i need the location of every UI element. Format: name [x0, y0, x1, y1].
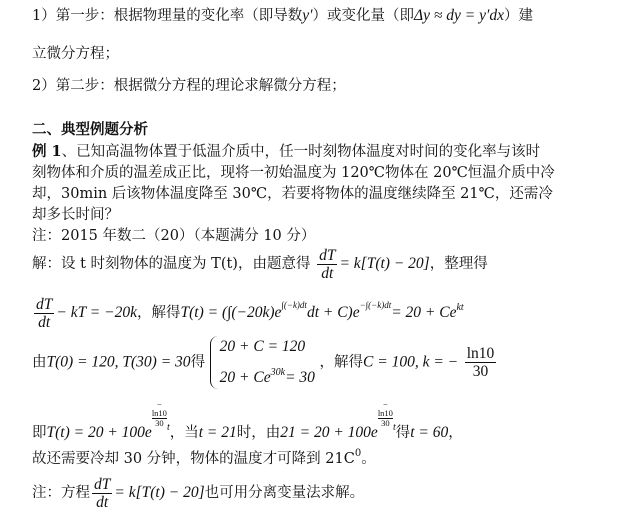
exp-variable: t	[166, 422, 170, 433]
solution-line-5	[32, 444, 376, 469]
dT-dt-fraction	[317, 247, 337, 282]
note-prefix: 注：方程	[32, 485, 90, 501]
fraction-numerator: dT	[319, 246, 336, 264]
get-text: 得	[190, 354, 206, 371]
step1-continuation: 立微分方程；	[32, 46, 119, 62]
fraction-denominator: dt	[38, 313, 51, 331]
example-line-1	[32, 142, 540, 162]
system-eq-2a: 20 + Ce	[219, 369, 271, 386]
final-equation: 21 = 20 + 100e	[280, 424, 378, 441]
system-exponent: 30k	[270, 367, 286, 378]
solution-part-c: = 20 + Ce	[391, 304, 457, 321]
example-line-2: 刻物体和介质的温差成正比，现将一初始温度为 120℃物体在 20℃恒温介质中冷	[32, 165, 555, 181]
fraction-numerator: dT	[94, 475, 111, 493]
general-solution	[180, 300, 464, 321]
exponent-fraction: − ln10 30	[151, 399, 167, 428]
example-text-1: 、已知高温物体置于低温介质中，任一时刻物体温度对时间的变化率与该时	[61, 144, 541, 160]
derivative-symbol: y′	[302, 7, 313, 24]
step1-text: 1）第一步：根据物理量的变化率（即导数	[32, 8, 303, 24]
note-equation: = k[T(t) − 20]	[114, 484, 205, 501]
comma: ，	[448, 425, 463, 441]
left-brace	[210, 336, 219, 389]
exp-variable-2: t	[392, 422, 396, 433]
exponent-2: −∫(−k)dt	[359, 300, 392, 310]
section-heading: 二、典型例题分析	[32, 121, 148, 138]
exponent-1: ∫(−k)dt	[281, 300, 307, 310]
period: 。	[361, 451, 376, 467]
ln10-fraction	[465, 345, 497, 380]
step2-line: 2）第二步：根据微分方程的理论求解微分方程；	[32, 78, 346, 94]
example-line-4: 却多长时间？	[32, 207, 119, 223]
step1-line	[32, 6, 533, 26]
hence-text: 即	[32, 425, 47, 441]
step1-suffix: ）建	[504, 8, 533, 24]
constants-result: C = 100, k = −	[363, 353, 459, 371]
fraction-denominator: dt	[321, 264, 334, 282]
system-eq-2b: = 30	[285, 369, 315, 386]
exp-denominator: 30	[155, 418, 164, 428]
note-line	[32, 474, 364, 512]
particular-solution: T(t) = 20 + 100e	[46, 424, 152, 441]
exponent-fraction-2: − ln10 30	[377, 399, 393, 428]
exp-numerator: ln10	[151, 408, 167, 418]
from-text-2: 时，由	[236, 425, 281, 441]
solution-part-b: dt + C)e	[306, 304, 360, 321]
exp-denominator-2: 30	[381, 418, 390, 428]
step1-mid-text: ）或变化量（即	[312, 8, 415, 24]
solve-text: ，解得	[136, 305, 181, 321]
example-label: 例 1	[32, 143, 62, 160]
from-text: 由	[32, 354, 47, 371]
solution-line-4	[32, 400, 463, 448]
solution-line-2	[32, 286, 464, 332]
note-suffix: 也可用分离变量法求解。	[204, 485, 365, 501]
initial-conditions: T(0) = 120, T(30) = 30	[46, 353, 191, 371]
example-line-3: 却，30min 后该物体温度降至 30℃，若要将物体的温度继续降至 21℃，还需冷	[32, 186, 553, 202]
exp-numerator-2: ln10	[377, 408, 393, 418]
conclusion-text: 故还需要冷却 30 分钟，物体的温度才可降到 21C	[32, 451, 355, 467]
t-equals-21: t = 21	[198, 424, 237, 441]
when-text: ，当	[169, 425, 199, 441]
example-note: 注：2015 年数二（20）（本题满分 10 分）	[32, 228, 316, 244]
degree-superscript: 0	[354, 448, 362, 459]
dT-dt-fraction-2	[34, 296, 54, 331]
solution-line-1	[32, 246, 488, 282]
fraction-denominator: dt	[96, 493, 109, 511]
solution-part-a: T(t) = (∫(−20k)e	[180, 304, 282, 321]
solution-line-3	[32, 334, 498, 391]
ode-rhs: = k[T(t) − 20]	[339, 255, 430, 272]
dT-dt-fraction-3	[92, 476, 112, 511]
fraction-denominator: 30	[472, 363, 489, 380]
get-text-2: 得	[395, 425, 411, 441]
fraction-numerator: ln10	[466, 345, 495, 362]
solution-suffix: ，整理得	[429, 256, 488, 272]
linear-ode: − kT = −20k	[56, 304, 137, 321]
solution-intro: 解：设 t 时刻物体的温度为 T(t)，由题意得	[32, 256, 311, 272]
fraction-numerator: dT	[36, 295, 53, 313]
exponent-3: kt	[456, 302, 464, 313]
differential-formula: Δy ≈ dy = y′dx	[414, 7, 504, 24]
solve-text-2: ，解得	[319, 354, 364, 371]
system-eq-2	[220, 360, 315, 391]
system-eq-1: 20 + C = 120	[219, 338, 306, 355]
equation-system	[210, 334, 315, 391]
t-result: t = 60	[410, 424, 449, 441]
